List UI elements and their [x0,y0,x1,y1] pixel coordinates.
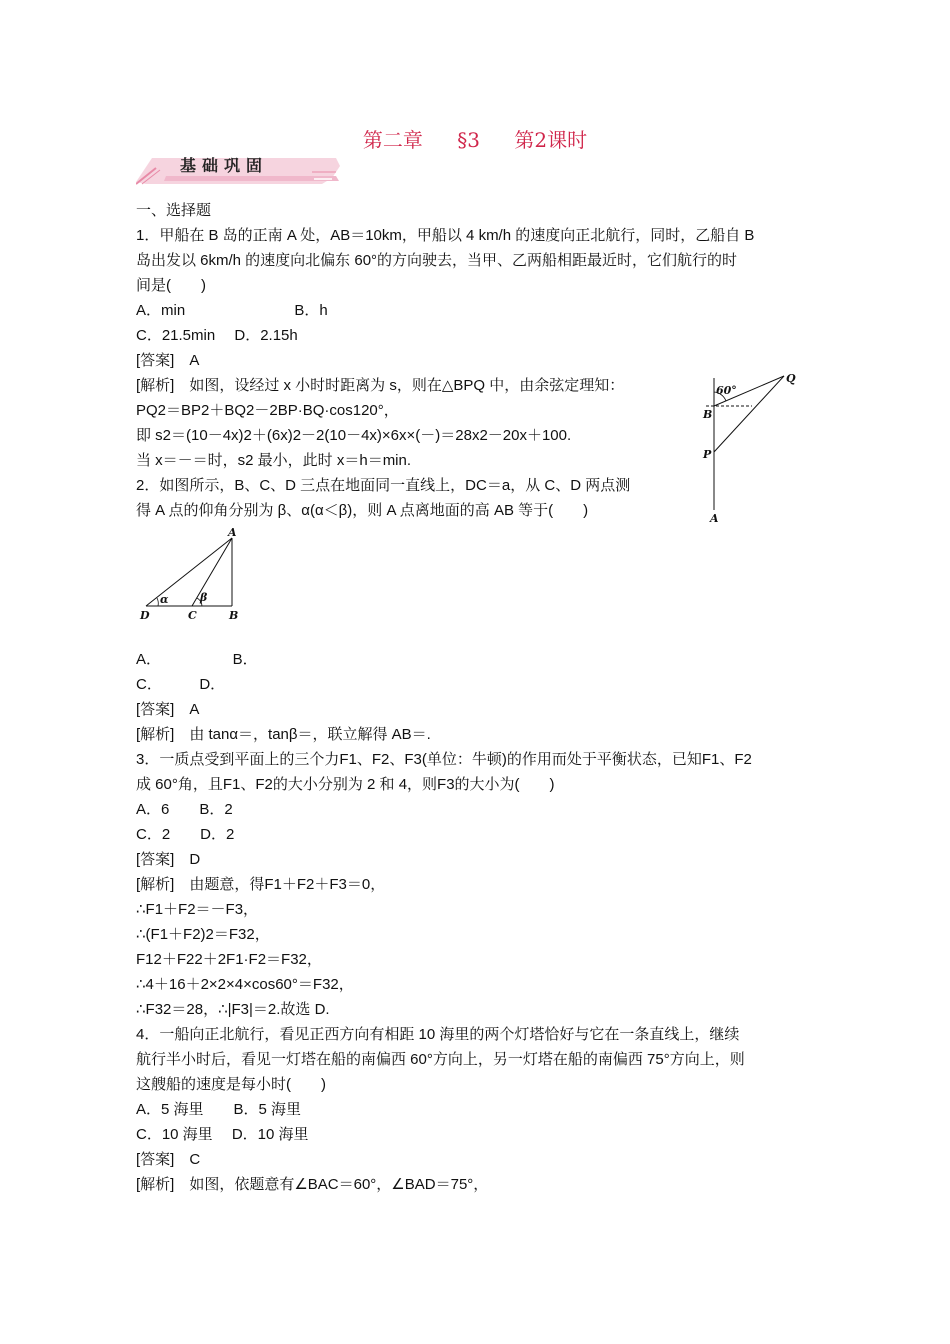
section-banner [136,148,342,188]
q1-options-cd: C．21.5min D．2.15h [136,327,298,344]
q1-analysis-4: 当 x＝－＝时，s2 最小，此时 x＝h＝min. [136,452,412,469]
fig2-label-b: B [229,609,239,622]
q2-analysis: [解析] 由 tanα＝，tanβ＝，联立解得 AB＝. [136,726,431,743]
q4-line1: 4．一船向正北航行，看见正西方向有相距 10 海里的两个灯塔恰好与它在一条直线上，继续 [136,1026,740,1043]
q3-line1: 3．一质点受到平面上的三个力F1、F2、F3(单位：牛顿)的作用而处于平衡状态，已知F1、F2 [136,751,752,768]
q3-analysis-5: ∴4＋16＋2×2×4×cos60°＝F32， [136,976,354,993]
fig2-label-d: D [140,609,150,622]
figure-elevation-diagram [136,524,246,624]
q2-options-cd: C． D． [136,676,226,693]
figure-bpq-diagram [690,368,800,528]
q3-analysis-6: ∴F32＝28，∴|F3|＝2.故选 D. [136,1001,330,1018]
fig1-label-a: A [710,512,719,525]
q4-options-ab: A．5 海里 B．5 海里 [136,1101,302,1118]
q3-options-cd: C．2 D．2 [136,826,235,843]
q3-analysis-4: F12＋F22＋2F1·F2＝F32， [136,951,322,968]
q3-analysis-2: ∴F1＋F2＝－F3， [136,901,259,918]
q1-line2: 岛出发以 6km/h 的速度向北偏东 60°的方向驶去，当甲、乙两船相距最近时，它们航行的时 [136,252,738,269]
heading-choice: 一、选择题 [136,202,212,219]
q1-answer: [答案] A [136,352,200,369]
q1-analysis-2: PQ2＝BP2＋BQ2－2BP·BQ·cos120°， [136,402,399,419]
q3-line2: 成 60°角，且F1、F2的大小分别为 2 和 4，则F3的大小为( ) [136,776,555,793]
fig1-label-b: B [703,408,713,421]
fig1-label-p: P [703,448,712,461]
fig2-alpha-label: α [160,593,169,606]
q4-answer: [答案] C [136,1151,201,1168]
q4-line3: 这艘船的速度是每小时( ) [136,1076,326,1093]
q1-line3: 间是( ) [136,277,206,294]
q2-line2: 得 A 点的仰角分别为 β、α(α＜β)，则 A 点离地面的高 AB 等于( ) [136,502,589,519]
q2-line1: 2．如图所示，B、C、D 三点在地面同一直线上，DC＝a，从 C、D 两点测 [136,477,631,494]
fig2-label-a: A [228,526,237,539]
chapter-label: 第二章 [362,128,423,152]
q4-line2: 航行半小时后，看见一灯塔在船的南偏西 60°方向上，另一灯塔在船的南偏西 75°方向上，则 [136,1051,745,1068]
q3-options-ab: A．6 B．2 [136,801,233,818]
q3-answer: [答案] D [136,851,201,868]
q3-analysis-3: ∴(F1＋F2)2＝F32， [136,926,270,943]
section-label: §3 [457,128,480,152]
banner-label: 基础巩固 [180,156,269,175]
q1-analysis-1: [解析] 如图，设经过 x 小时时距离为 s，则在△BPQ 中，由余弦定理知： [136,377,625,394]
fig1-angle-label: 60° [716,384,737,397]
lesson-label: 第2课时 [514,128,588,152]
fig2-label-c: C [188,609,197,622]
q1-options-ab: A．min B．h [136,302,328,319]
fig2-beta-label: β [200,591,208,604]
q1-line1: 1．甲船在 B 岛的正南 A 处，AB＝10km，甲船以 4 km/h 的速度向正北航行，同时，乙船自 B [136,227,755,244]
fig1-label-q: Q [786,372,796,385]
q3-analysis-1: [解析] 由题意，得F1＋F2＋F3＝0， [136,876,386,893]
q2-options-ab: A． B． [136,651,258,668]
q1-analysis-3: 即 s2＝(10－4x)2＋(6x)2－2(10－4x)×6x×(－)＝28x2－20x＋100. [136,427,572,444]
q2-answer: [答案] A [136,701,200,718]
q4-analysis: [解析] 如图，依题意有∠BAC＝60°，∠BAD＝75°， [136,1176,489,1193]
q4-options-cd: C．10 海里 D．10 海里 [136,1126,309,1143]
